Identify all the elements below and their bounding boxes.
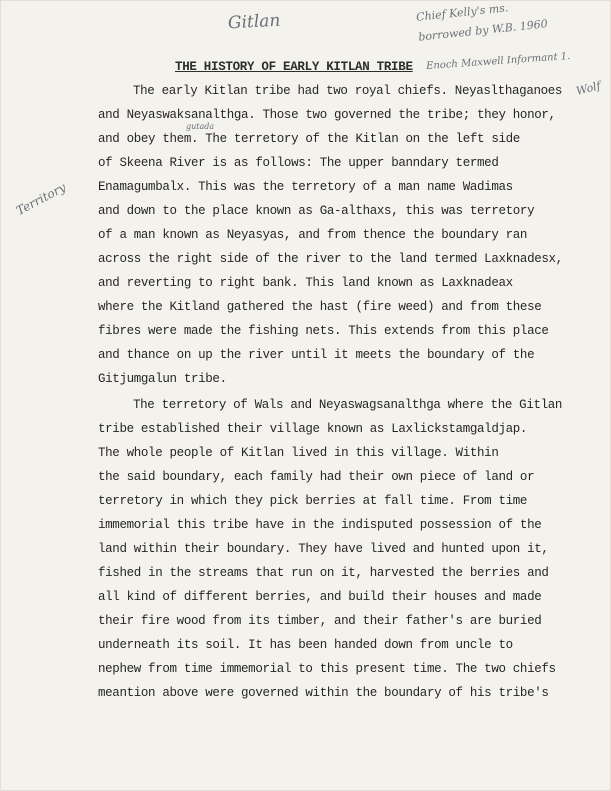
handwritten-title: Gitlan [227, 10, 281, 34]
text-line: of Skeena River is as follows: The upper banndary termed [98, 156, 499, 170]
text-line: and down to the place known as Ga-althaxs, this was terretory [98, 204, 535, 218]
text-line: and reverting to right bank. This land known as Laxknadeax [98, 276, 513, 290]
text-line: and Neyaswaksanalthga. Those two governed the tribe; they honor, [98, 108, 556, 122]
text-line: fibres were made the fishing nets. This extends from this place [98, 324, 549, 338]
text-line: where the Kitland gathered the hast (fire weed) and from these [98, 300, 542, 314]
text-line: nephew from time immemorial to this present time. The two chiefs [98, 662, 556, 676]
text-line: The terretory of Wals and Neyaswagsanalthga where the Gitlan [133, 398, 563, 412]
text-line: of a man known as Neyasyas, and from thence the boundary ran [98, 228, 528, 242]
text-line: across the right side of the river to the land termed Laxknadesx, [98, 252, 563, 266]
handwritten-note-informant: Enoch Maxwell Informant 1. [425, 50, 571, 73]
text-line: The early Kitlan tribe had two royal chiefs. Neyaslthaganoes [133, 84, 563, 98]
text-line: The whole people of Kitlan lived in this village. Within [98, 446, 499, 460]
document-title: THE HISTORY OF EARLY KITLAN TRIBE [175, 60, 413, 74]
handwritten-note-source: Chief Kelly's ms. [415, 1, 509, 24]
handwritten-insertion-gutada: gutada [186, 122, 215, 131]
text-line: terretory in which they pick berries at fall time. From time [98, 494, 528, 508]
handwritten-margin-territory: Territory [13, 180, 69, 218]
text-line: immemorial this tribe have in the indisputed possession of the [98, 518, 542, 532]
handwritten-note-wolf: Wolf [574, 79, 602, 98]
text-line: the said boundary, each family had their own piece of land or [98, 470, 535, 484]
text-line: all kind of different berries, and build their houses and made [98, 590, 542, 604]
text-line: Gitjumgalun tribe. [98, 372, 227, 386]
text-line: tribe established their village known as Laxlickstamgaldjap. [98, 422, 528, 436]
text-line: Enamagumbalx. This was the terretory of a man name Wadimas [98, 180, 513, 194]
text-line: their fire wood from its timber, and their father's are buried [98, 614, 542, 628]
text-line: meantion above were governed within the boundary of his tribe's [98, 686, 549, 700]
handwritten-note-borrowed: borrowed by W.B. 1960 [417, 17, 549, 44]
text-line: land within their boundary. They have lived and hunted upon it, [98, 542, 549, 556]
text-line: and obey them. The terretory of the Kitlan on the left side [98, 132, 520, 146]
text-line: and thance on up the river until it meets the boundary of the [98, 348, 535, 362]
text-line: underneath its soil. It has been handed down from uncle to [98, 638, 513, 652]
text-line: fished in the streams that run on it, harvested the berries and [98, 566, 549, 580]
